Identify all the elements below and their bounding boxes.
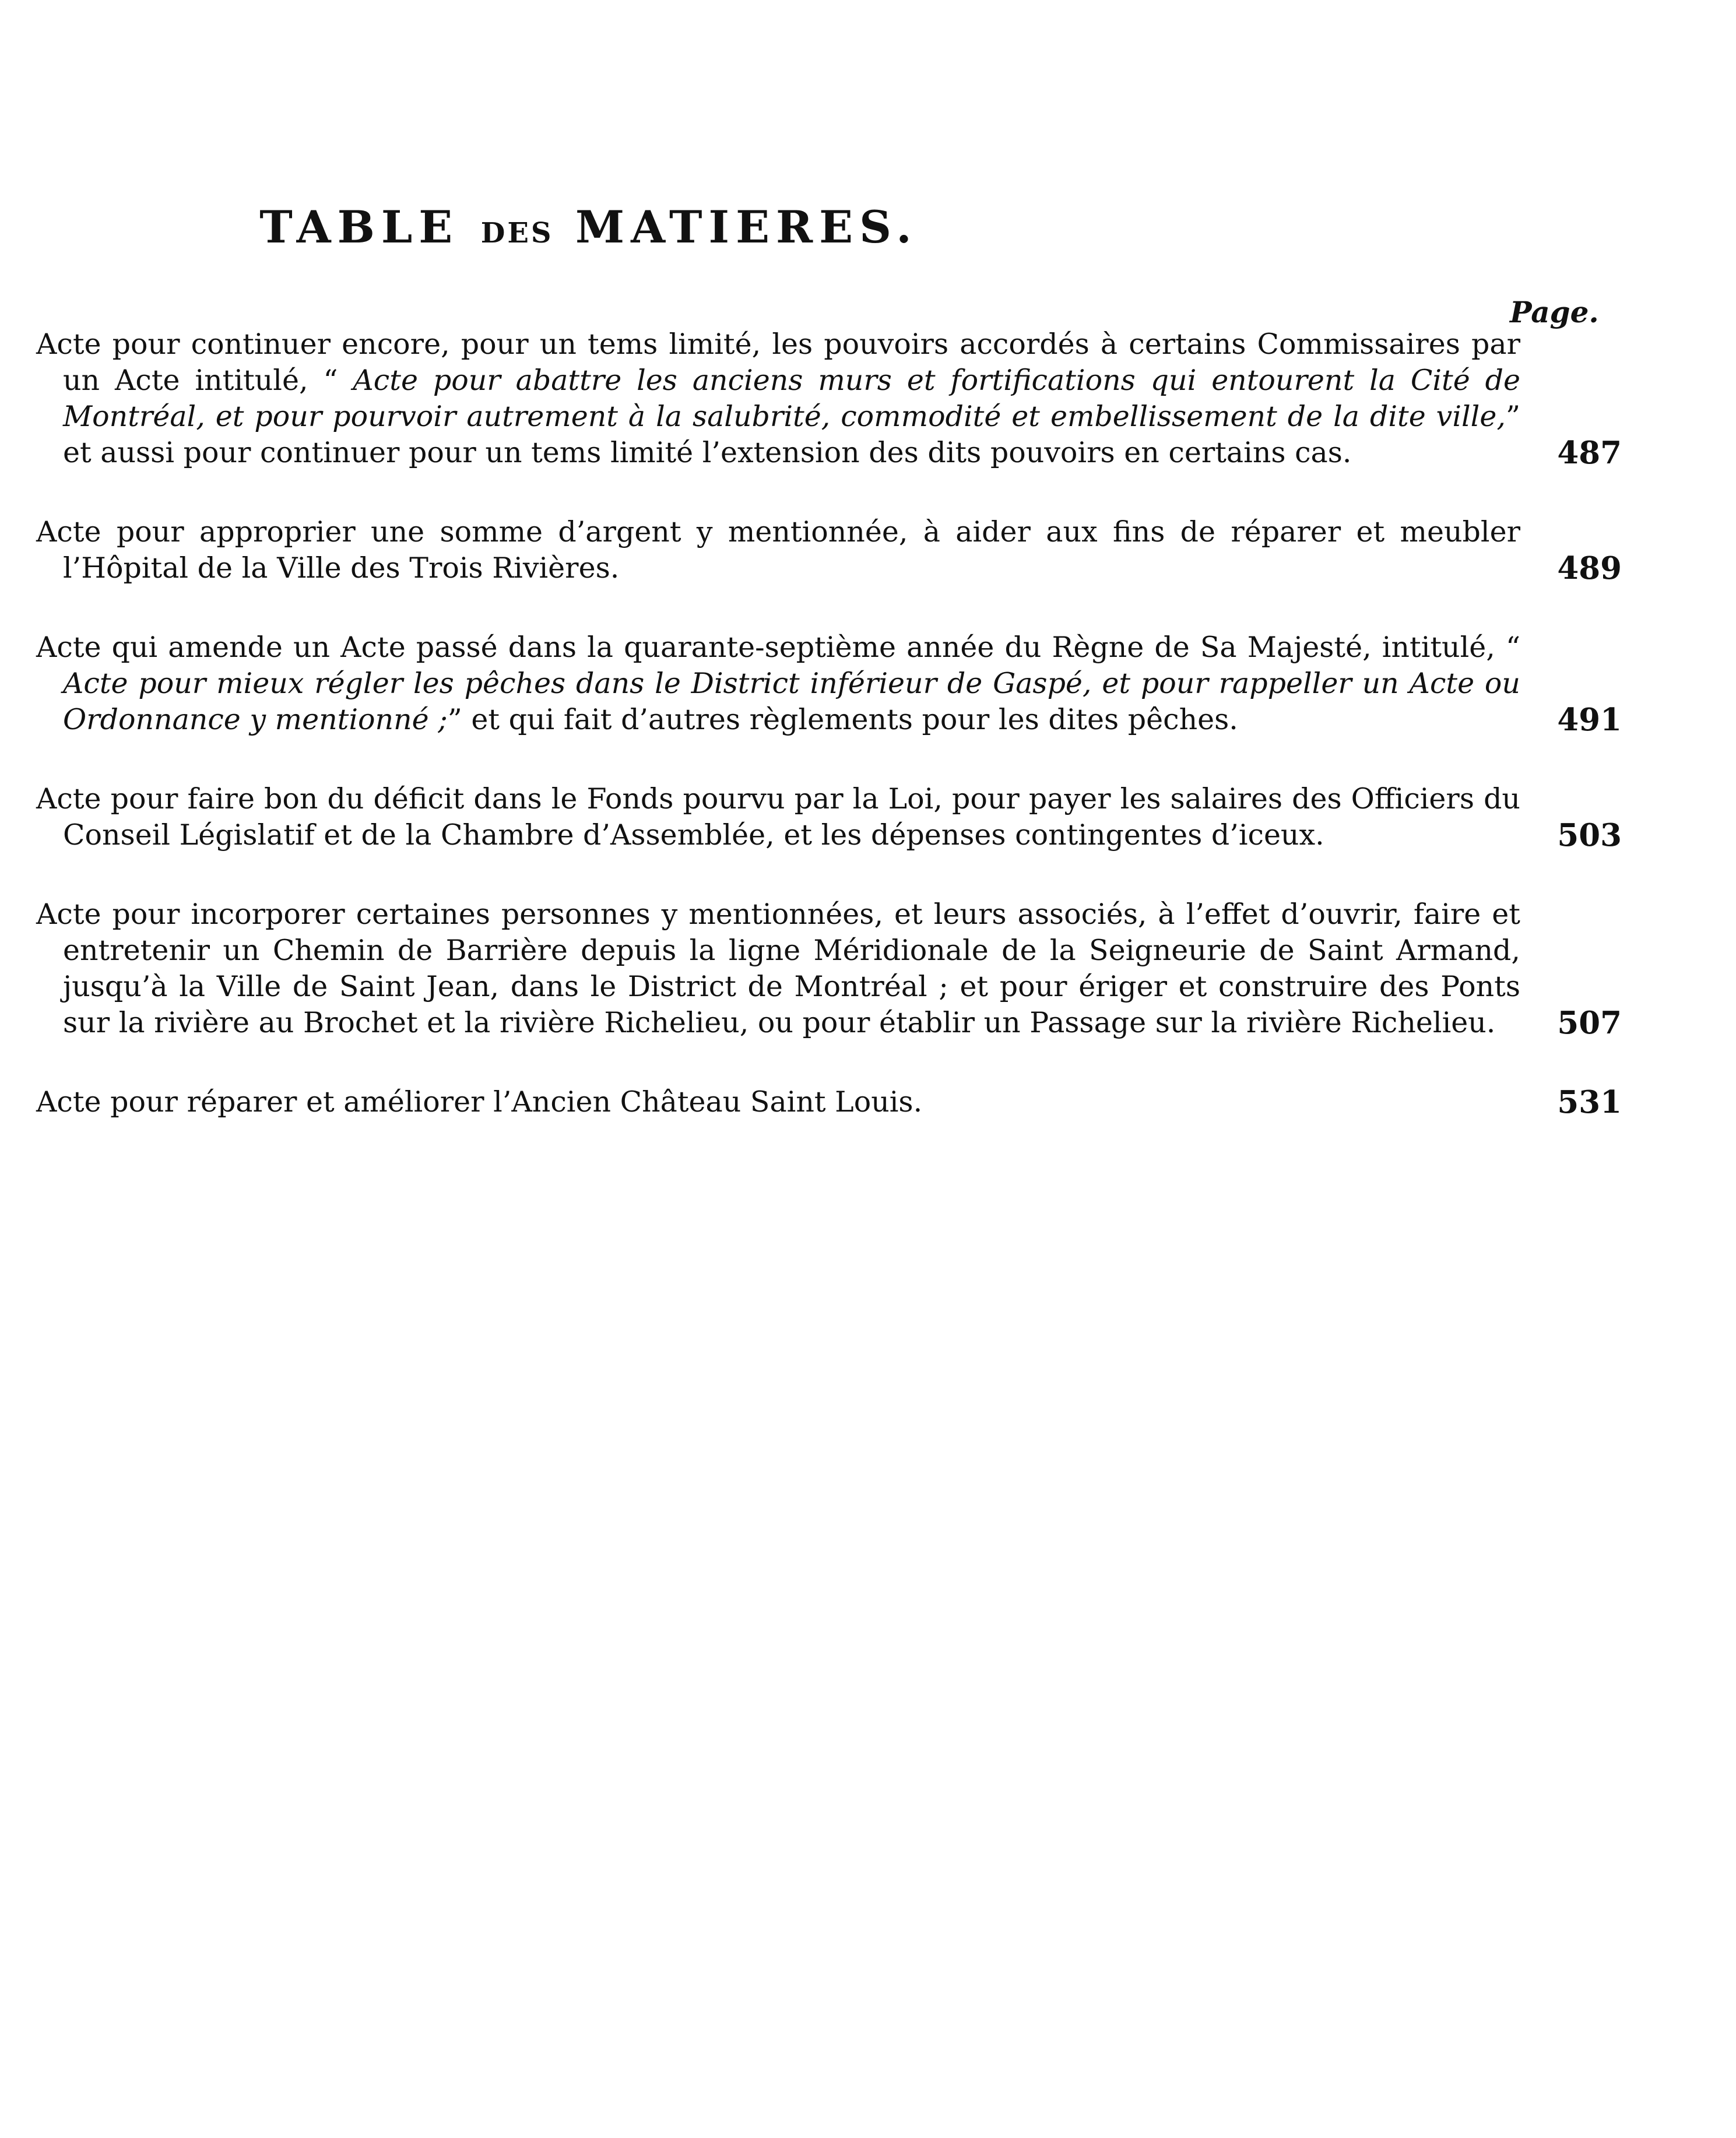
page-column-label: Page. [1510, 295, 1599, 329]
title-word-des: DES [480, 217, 554, 249]
toc-entry [36, 630, 1622, 738]
toc-entry-text [36, 781, 1520, 853]
toc-entry-text-before: Acte pour réparer et améliorer l’Ancien Château Saint Louis. [36, 1085, 923, 1119]
title-word-matieres: MATIERES. [575, 201, 918, 253]
toc-entry-text [36, 326, 1520, 471]
toc-entry [36, 781, 1622, 853]
toc-entry-text-before: Acte pour approprier une somme d’argent y mentionnée, à aider aux fins de réparer et meubler l’Hôpital de la Ville des Trois Rivières. [36, 515, 1520, 585]
toc-entry-text-before: Acte pour incorporer certaines personnes y mentionnées, et leurs associés, à l’effet d’ouvrir, faire et entretenir un Chemin de Barrière depuis la ligne Méridionale de la Seigneurie de Saint Armand, jusqu’à la Ville de Saint Jean, dans le District de Montréal ; et pour ériger et construire des Ponts sur la rivière au Brochet et la rivière Richelieu, ou pour établir un Passage sur la rivière Richelieu. [36, 898, 1520, 1039]
toc-entry-text-before: Acte qui amende un Acte passé dans la quarante-septième année du Règne de Sa Majesté, intitulé, “ [36, 631, 1520, 664]
toc-entry-text [36, 514, 1520, 586]
page-title [35, 201, 1143, 253]
toc-entry-page-number: 531 [1557, 1084, 1622, 1120]
toc-entry-text-italic: Acte pour abattre les anciens murs et fortifications qui entourent la Cité de Montréal, et pour pourvoir autrement à la salubrité, commodité et embellissement de la dite ville, [63, 364, 1520, 433]
toc-entry [36, 326, 1622, 471]
toc-entry-page-number: 491 [1557, 702, 1622, 738]
toc-entry-text-after: ” et aussi pour continuer pour un tems limité l’extension des dits pouvoirs en certains cas. [63, 400, 1520, 469]
toc-entry-text-after: ” et qui fait d’autres règlements pour les dites pêches. [447, 703, 1238, 736]
toc-entry [36, 514, 1622, 586]
toc-entry-text [36, 896, 1520, 1041]
toc-entry [36, 896, 1622, 1041]
toc-entry-text-before: Acte pour continuer encore, pour un tems limité, les pouvoirs accordés à certains Commissaires par un Acte intitulé, “ [36, 328, 1520, 397]
toc-entry-page-number: 487 [1557, 435, 1622, 471]
toc-entry [36, 1084, 1622, 1120]
title-word-table: TABLE [259, 201, 459, 253]
toc-entry-text [36, 630, 1520, 738]
toc-entry-text [36, 1084, 1520, 1120]
toc-entry-page-number: 507 [1557, 1005, 1622, 1041]
toc-entry-page-number: 503 [1557, 817, 1622, 853]
toc-entry-text-before: Acte pour faire bon du déficit dans le Fonds pourvu par la Loi, pour payer les salaires des Officiers du Conseil Législatif et de la Chambre d’Assemblée, et les dépenses contingentes d’iceux. [36, 782, 1520, 852]
table-of-contents [36, 326, 1622, 1163]
toc-entry-page-number: 489 [1557, 550, 1622, 586]
toc-entry-text-italic: Acte pour mieux régler les pêches dans le District inférieur de Gaspé, et pour rappeller un Acte ou Ordonnance y mentionné ; [63, 667, 1520, 736]
